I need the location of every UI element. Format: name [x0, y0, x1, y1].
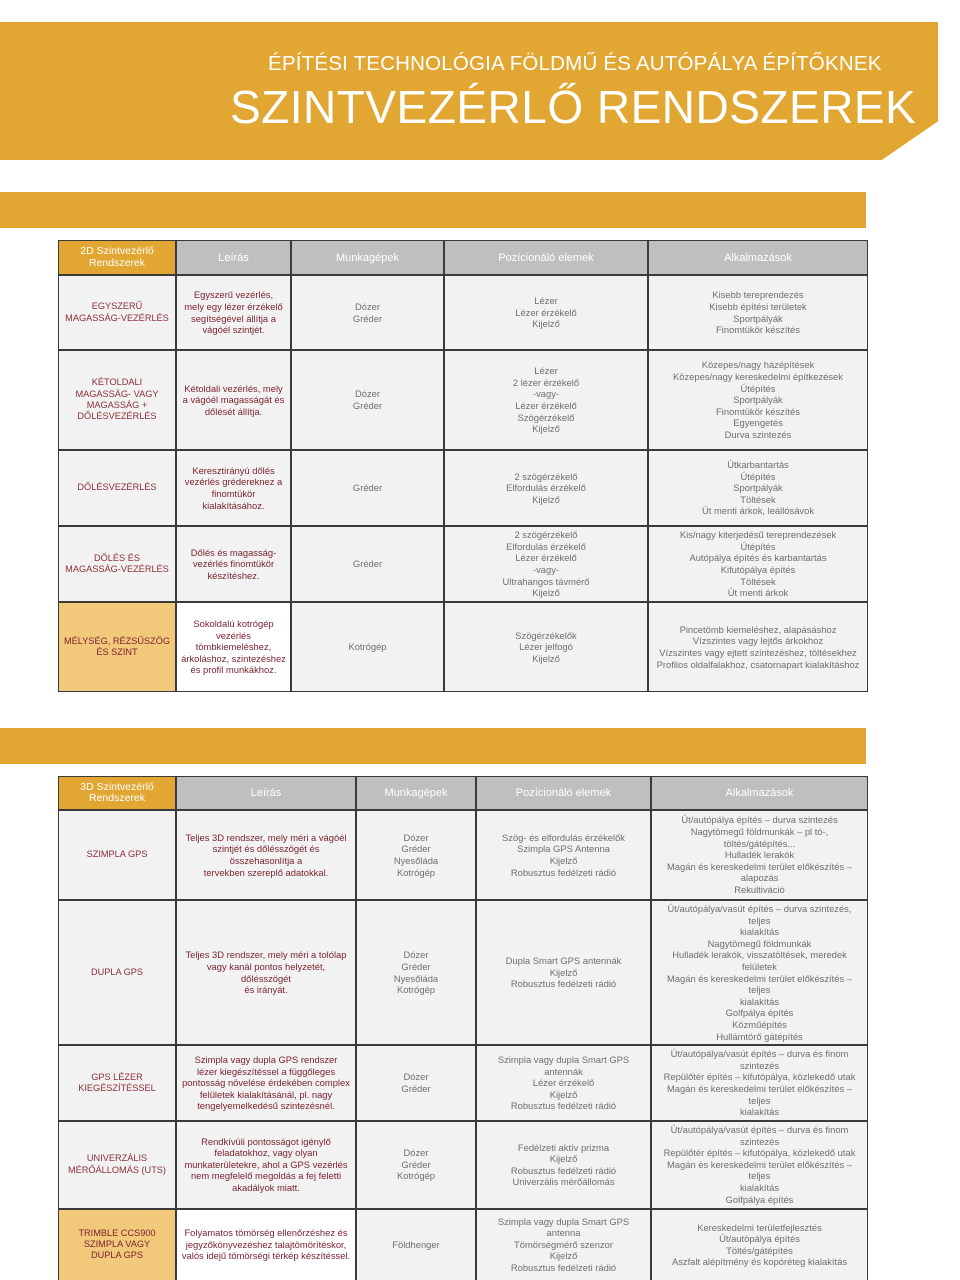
text-line: Dupla Smart GPS antennák: [505, 955, 622, 967]
text-line: Kétoldali vezérlés, mely: [184, 382, 283, 394]
row-machines: [291, 275, 444, 350]
text-line: felületek kialakításánál, pl. nagy: [199, 1088, 333, 1100]
text-line: SZIMPLA GPS: [86, 849, 148, 860]
row-label: [58, 900, 176, 1045]
text-line: Kereskedelmi területfejlesztés: [697, 1221, 822, 1233]
row-machines: [291, 602, 444, 692]
text-line: Magán és kereskedelmi terület előkészítés – alapozás: [667, 860, 852, 884]
text-line: SZIMPLA VAGY: [83, 1238, 151, 1249]
text-line: Dőlés és magasság-: [190, 546, 277, 558]
row-label: [58, 275, 176, 350]
text-line: Lézer jelfogó: [519, 641, 573, 653]
text-line: akadályok miatt.: [232, 1182, 300, 1194]
text-line: Földhenger: [392, 1238, 440, 1250]
text-line: vagy kanál pontos helyzetét, dőlésszögét: [206, 960, 326, 984]
text-line: Robusztus fedélzeti rádió: [510, 1164, 617, 1176]
table-row: [58, 350, 868, 450]
row-elements: [444, 526, 648, 602]
text-line: Sportpályák: [733, 312, 783, 324]
text-line: Út menti árkok, leállósávok: [701, 505, 815, 517]
text-line: Rendkívüli pontosságot igénylő: [201, 1135, 331, 1147]
text-line: vezérlés tömbkiemeléshez,: [195, 629, 272, 653]
text-line: Töltés/gátépítés: [726, 1244, 793, 1256]
table-row: [58, 450, 868, 526]
text-line: Magán és kereskedelmi terület előkészítés – teljes: [667, 972, 852, 996]
text-line: Sportpályák: [733, 394, 783, 406]
text-line: dőlését állítja.: [204, 405, 263, 417]
row-applications: [651, 1121, 868, 1209]
text-line: Kijelző: [532, 493, 560, 505]
text-line: MAGASSÁG- VAGY: [75, 388, 159, 399]
row-machines: [356, 900, 476, 1045]
text-line: MÉLYSÉG, RÉZSŰSZÖG: [63, 635, 170, 646]
row-machines: [356, 810, 476, 900]
row-label: [58, 602, 176, 692]
column-header-elements: Pozícionáló elemek: [444, 240, 648, 275]
table-3d-systems: [58, 776, 868, 1280]
text-line: vezérlés grédereknez a: [184, 476, 283, 488]
table-3d-corner: [58, 776, 176, 810]
text-line: Fedélzeti aktív prizma: [517, 1141, 610, 1153]
text-line: Robusztus fedélzeti rádió: [510, 1100, 617, 1112]
text-line: Lézer érzékelő: [515, 552, 577, 564]
text-line: Útépítés: [740, 470, 776, 482]
text-line: KÉTOLDALI: [91, 377, 143, 388]
row-applications: [648, 450, 868, 526]
text-line: kialakítás: [739, 1106, 780, 1118]
text-line: Hullámtörő gátépítés: [716, 1030, 803, 1042]
text-line: Nyesőláda: [393, 972, 439, 984]
text-line: ÉS SZINT: [96, 647, 138, 657]
row-description: [176, 526, 291, 602]
text-line: Szimpla vagy dupla Smart GPS antennák: [497, 1053, 630, 1077]
header-subtitle: ÉPÍTÉSI TECHNOLÓGIA FÖLDMŰ ÉS AUTÓPÁLYA ÉPÍTŐKNEK: [268, 52, 882, 75]
text-line: Kijelző: [532, 423, 560, 435]
row-description: [176, 350, 291, 450]
text-line: Keresztirányú dőlés: [192, 464, 275, 476]
table-2d-corner: [58, 240, 176, 275]
text-line: vágóél szintjét.: [202, 324, 265, 336]
text-line: Nagytömegű földmunkák – pl tó-, töltés/gátépítés...: [690, 826, 829, 849]
row-elements: [476, 1209, 651, 1280]
text-line: Elfordulás érzékelő: [506, 482, 586, 494]
text-line: Dózer: [403, 1147, 429, 1159]
text-line: Útkarbantartás: [727, 459, 789, 471]
text-line: 2 szögérzékelő: [514, 470, 578, 482]
text-line: Golfpálya építés: [725, 1007, 794, 1019]
text-line: tervekben szereplő adatokkal.: [203, 866, 329, 878]
section-bar-3d: [0, 728, 866, 764]
table-row: [58, 810, 868, 900]
row-elements: [444, 450, 648, 526]
text-line: Magán és kereskedelmi terület előkészítés – teljes: [667, 1158, 852, 1182]
text-line: TRIMBLE CCS900: [78, 1227, 156, 1238]
row-machines: [291, 526, 444, 602]
text-line: Dózer: [403, 949, 429, 961]
row-description: [176, 602, 291, 692]
row-elements: [476, 1121, 651, 1209]
text-line: Út menti árkok: [727, 587, 789, 599]
text-line: segítségével állítja a: [191, 312, 276, 324]
text-line: Gréder: [352, 558, 383, 570]
row-label: [58, 1209, 176, 1280]
text-line: Útépítés: [740, 382, 776, 394]
text-line: Közepes/nagy kereskedelmi építkezések: [673, 371, 843, 383]
text-line: Szimpla GPS Antenna: [517, 843, 610, 855]
text-line: Durva szintezés: [724, 428, 792, 440]
text-line: Útépítés: [740, 540, 776, 552]
text-line: UNIVERZÁLIS: [86, 1153, 148, 1164]
text-line: Pincetömb kiemeléshez, alapásáshoz: [679, 623, 837, 635]
text-line: Kotrógép: [396, 984, 436, 996]
row-applications: [651, 1045, 868, 1121]
text-line: Lézer: [534, 295, 558, 307]
text-line: Nagytömegű földmunkák: [707, 937, 812, 949]
text-line: Közepes/nagy házépítések: [701, 359, 815, 371]
text-line: Dózer: [403, 1071, 429, 1083]
row-description: [176, 1209, 356, 1280]
text-line: MAGASSÁG +: [86, 400, 148, 410]
text-line: Dózer: [354, 300, 380, 312]
text-line: Kifutópálya építés: [720, 564, 796, 575]
text-line: jegyzőkönyvezéshez talajtömörítéskor,: [185, 1238, 347, 1250]
column-header-applications: Alkalmazások: [651, 776, 868, 810]
row-machines: [291, 450, 444, 526]
row-description: [176, 900, 356, 1045]
table-row: [58, 1121, 868, 1209]
row-label: [58, 1121, 176, 1209]
text-line: Közműépítés: [732, 1018, 787, 1030]
page-title: SZINTVEZÉRLŐ RENDSZEREK: [230, 81, 917, 133]
text-line: Aszfalt alépítmény és kopóréteg kialakítás: [671, 1256, 848, 1268]
text-line: tengelyemelkedésű szintezésnél.: [197, 1100, 335, 1112]
text-line: Magán és kereskedelmi terület előkészítés – teljes: [667, 1082, 852, 1106]
text-line: Kotrógép: [396, 1170, 436, 1182]
text-line: Egyengetés: [733, 417, 783, 429]
column-header-applications: Alkalmazások: [648, 240, 868, 275]
table-row: [58, 526, 868, 602]
text-line: finomtükör kialakításához.: [202, 488, 265, 511]
text-line: Egyszerű vezérlés,: [193, 289, 274, 301]
text-line: MAGASSÁG-VEZÉRLÉS: [65, 312, 169, 323]
text-line: kialakítás: [739, 1182, 780, 1194]
row-description: [176, 275, 291, 350]
text-line: Sportpályák: [733, 482, 783, 494]
text-line: Töltések: [740, 575, 776, 587]
text-line: Kisebb építési területek: [709, 300, 807, 312]
text-line: Teljes 3D rendszer, mely méri a tolólap: [185, 949, 347, 961]
text-line: Gréder: [401, 1082, 431, 1094]
text-line: Kotrógép: [348, 641, 387, 653]
table-row: [58, 275, 868, 350]
text-line: Lézer érzékelő: [515, 400, 577, 411]
row-elements: [444, 350, 648, 450]
table-row: [58, 1045, 868, 1121]
text-line: Lézer érzékelő: [515, 306, 577, 318]
row-label: [58, 1045, 176, 1121]
row-applications: [648, 526, 868, 602]
column-header-machines: Munkagépek: [356, 776, 476, 810]
text-line: vezérlés finomtükör: [192, 558, 275, 570]
text-line: Folyamatos tömörség ellenőrzéshez és: [184, 1227, 348, 1239]
text-line: Töltések: [740, 493, 776, 505]
text-line: pontosság növelése érdekében complex: [182, 1077, 350, 1089]
text-line: Hulladék lerakók, visszatöltések, meredek felületek: [672, 949, 847, 972]
text-line: kialakítás: [739, 926, 780, 938]
text-line: Kijelző: [549, 966, 578, 978]
text-line: Repülőtér építés – kifutópálya, közlekedő utak: [663, 1071, 856, 1083]
text-line: GPS LÉZER: [91, 1071, 143, 1082]
text-line: kialakítás: [739, 995, 780, 1007]
table-row: [58, 602, 868, 692]
text-line: Út/autópálya/vasút építés – durva és finom szintezés: [670, 1048, 849, 1071]
text-line: 3D Szintvezérlő: [80, 780, 154, 793]
text-line: DŐLÉS ÉS: [94, 552, 140, 563]
text-line: DŐLÉSVEZÉRLÉS: [77, 482, 157, 493]
text-line: Kisebb tereprendezés: [712, 289, 804, 301]
column-header-description: Leírás: [176, 776, 356, 810]
text-line: Kijelző: [532, 652, 560, 664]
row-applications: [648, 602, 868, 692]
row-label: [58, 350, 176, 450]
text-line: Dózer: [354, 388, 380, 400]
table-2d-systems: [58, 240, 868, 692]
text-line: KIEGÉSZÍTÉSSEL: [78, 1082, 156, 1093]
text-line: Finomtükör készítés: [716, 324, 800, 336]
text-line: Kis/nagy kiterjedésű tereprendezések: [679, 529, 837, 541]
text-line: mely egy lézer érzékelő: [184, 300, 283, 312]
text-line: Gréder: [352, 482, 383, 494]
text-line: DUPLA GPS: [90, 1250, 144, 1261]
text-line: Szimpla vagy dupla Smart GPS antenna: [497, 1215, 630, 1239]
text-line: lézer kiegészítéssel a függőleges: [196, 1065, 336, 1077]
text-line: MAGASSÁG-VEZÉRLÉS: [65, 564, 169, 574]
text-line: Vízszintes vagy lejtős árkokhoz: [692, 635, 824, 647]
text-line: Lézer: [534, 365, 558, 377]
text-line: Golfpálya építés: [725, 1193, 794, 1205]
row-elements: [476, 900, 651, 1045]
text-line: Profilos oldalfalakhoz, csatornapart kialakításhoz: [656, 658, 860, 670]
text-line: Szögérzékelők: [515, 629, 577, 641]
text-line: 2 lézer érzékelő: [512, 376, 580, 388]
text-line: Szimpla vagy dupla GPS rendszer: [194, 1053, 338, 1065]
text-line: Kijelző: [532, 587, 560, 599]
row-applications: [648, 350, 868, 450]
text-line: Elfordulás érzékelő: [506, 540, 586, 552]
text-line: -vagy-: [532, 388, 560, 400]
text-line: Gréder: [352, 312, 383, 324]
text-line: Kijelző: [532, 318, 560, 330]
row-applications: [648, 275, 868, 350]
text-line: Repülőtér építés – kifutópálya, közlekedő utak: [663, 1147, 856, 1159]
row-description: [176, 1045, 356, 1121]
text-line: Gréder: [401, 1158, 431, 1170]
text-line: és profil munkákhoz.: [190, 664, 277, 676]
row-elements: [476, 1045, 651, 1121]
text-line: Rendszerek: [88, 256, 146, 269]
text-line: Lézer érzékelő: [532, 1077, 595, 1089]
text-line: Út/autópálya építés: [719, 1233, 800, 1245]
text-line: Kijelző: [549, 1153, 578, 1165]
text-line: feladatokhoz, vagy olyan: [214, 1147, 318, 1159]
row-machines: [356, 1121, 476, 1209]
text-line: Gréder: [352, 400, 383, 411]
row-applications: [651, 810, 868, 900]
row-elements: [444, 602, 648, 692]
text-line: DŐLÉSVEZÉRLÉS: [77, 411, 157, 422]
table-row: [58, 1209, 868, 1280]
column-header-description: Leírás: [176, 240, 291, 275]
text-line: Út/autópálya/vasút építés – durva és finom szintezés: [670, 1124, 849, 1147]
text-line: Sokoldalú kotrógép: [193, 618, 274, 630]
text-line: a vágóél magasságát és: [182, 394, 285, 406]
row-elements: [444, 275, 648, 350]
text-line: nem megfelelő megoldás a fej feletti: [190, 1170, 342, 1182]
text-line: Dózer: [403, 831, 429, 843]
text-line: Teljes 3D rendszer, mely méri a vágóél: [185, 831, 347, 843]
row-elements: [476, 810, 651, 900]
text-line: -vagy-: [532, 564, 560, 575]
text-line: Kijelző: [549, 855, 578, 866]
text-line: Kijelző: [549, 1088, 578, 1100]
row-label: [58, 450, 176, 526]
text-line: Rendszerek: [88, 792, 146, 804]
row-machines: [356, 1045, 476, 1121]
text-line: Robusztus fedélzeti rádió: [510, 978, 617, 990]
text-line: Hulladék lerakók: [724, 849, 795, 861]
text-line: Autópálya építés és karbantartás: [689, 552, 827, 564]
text-line: Finomtükör készítés: [716, 405, 800, 417]
row-machines: [356, 1209, 476, 1280]
text-line: Szögérzékelő: [517, 411, 575, 423]
text-line: Univerzális mérőállomás: [512, 1176, 615, 1188]
text-line: szintjét és dőlésszögét és összehasonlítja a: [212, 843, 320, 866]
text-line: Kijelző: [549, 1250, 578, 1262]
text-line: Kotrógép: [396, 866, 436, 878]
text-line: készítéshez.: [207, 569, 260, 581]
text-line: 2 szögérzékelő: [514, 529, 578, 541]
text-line: MÉRŐÁLLOMÁS (UTS): [67, 1164, 166, 1175]
text-line: Út/autópálya/vasút építés – durva szintezés, teljes: [667, 903, 852, 926]
text-line: Vízszintes vagy ejtett szintezéshez, töltésekhez: [659, 647, 857, 658]
text-line: Út/autópálya építés – durva szintezés: [681, 814, 838, 826]
text-line: Nyesőláda: [393, 855, 439, 866]
row-description: [176, 1121, 356, 1209]
text-line: Robusztus fedélzeti rádió: [510, 1262, 617, 1274]
text-line: valós idejű tömörségi térkép készítéssel.: [181, 1250, 351, 1262]
text-line: 2D Szintvezérlő: [80, 245, 154, 257]
text-line: Rekultiváció: [734, 883, 785, 895]
row-applications: [651, 900, 868, 1045]
text-line: EGYSZERŰ: [91, 301, 143, 312]
text-line: Robusztus fedélzeti rádió: [510, 866, 617, 878]
section-bar-2d: [0, 192, 866, 228]
text-line: munkaterületekre, ahol a GPS vezérlés: [184, 1158, 348, 1170]
text-line: és irányát.: [244, 984, 288, 996]
row-label: [58, 810, 176, 900]
column-header-machines: Munkagépek: [291, 240, 444, 275]
row-description: [176, 810, 356, 900]
text-line: Szög- és elfordulás érzékelők: [502, 831, 625, 843]
text-line: Tömörségmérő szenzor: [514, 1238, 613, 1250]
text-line: árkoláshoz, szintezéshez: [181, 652, 286, 664]
table-row: [58, 900, 868, 1045]
row-label: [58, 526, 176, 602]
text-line: Gréder: [401, 960, 431, 972]
text-line: Gréder: [401, 843, 431, 855]
column-header-elements: Pozícionáló elemek: [476, 776, 651, 810]
row-description: [176, 450, 291, 526]
row-applications: [651, 1209, 868, 1280]
row-machines: [291, 350, 444, 450]
text-line: DUPLA GPS: [90, 966, 144, 977]
text-line: Ultrahangos távmérő: [502, 575, 590, 587]
